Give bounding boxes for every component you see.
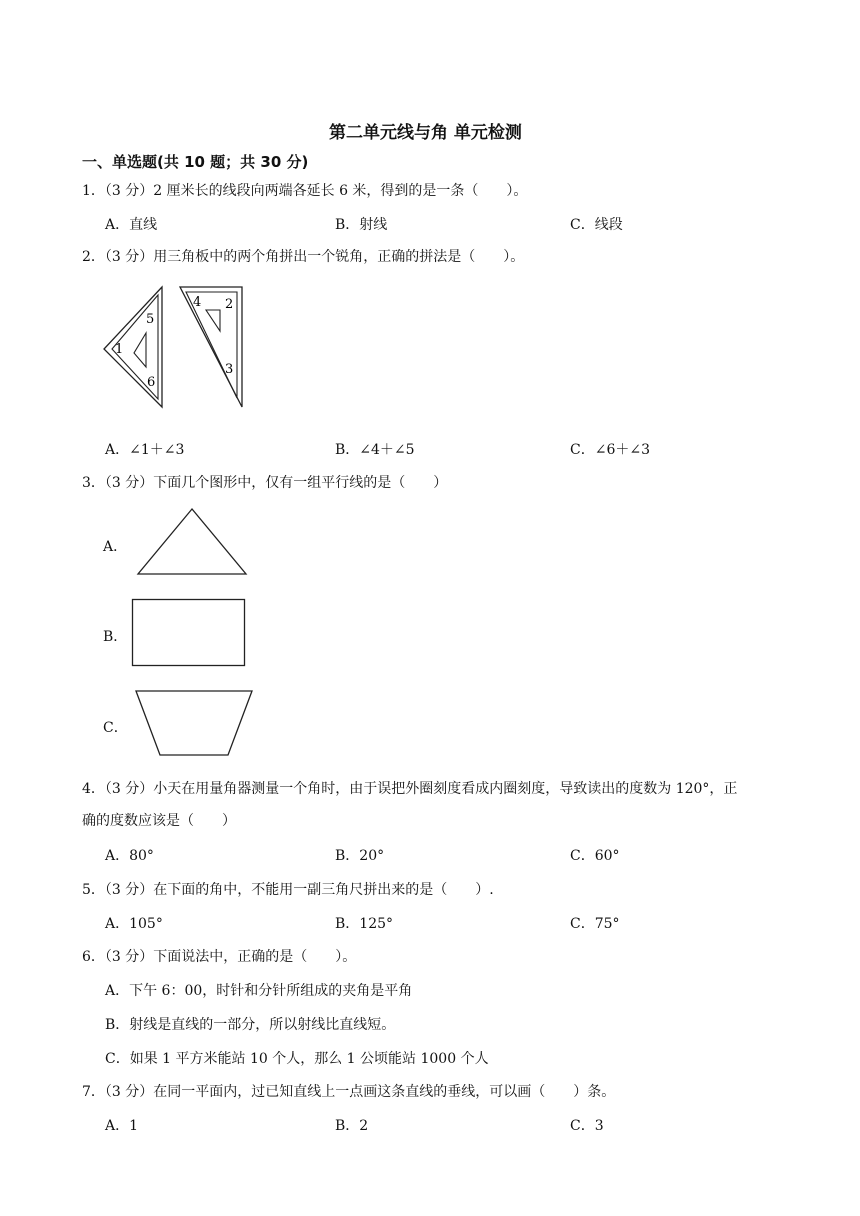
q7-option-a[interactable]: A．1 <box>105 1118 139 1134</box>
angle-label-6: 6 <box>147 375 156 390</box>
q6-option-c[interactable]: C．如果 1 平方米能站 10 个人，那么 1 公顷能站 1000 个人 <box>105 1051 489 1067</box>
q4-option-b[interactable]: B．20° <box>335 848 385 864</box>
set-square-figure <box>100 285 250 415</box>
angle-label-1: 1 <box>115 342 124 357</box>
right-set-square-hole <box>206 310 220 331</box>
question-2-stem: 2．（3 分）用三角板中的两个角拼出一个锐角，正确的拼法是（ ）。 <box>82 249 525 265</box>
q5-option-b[interactable]: B．125° <box>335 916 394 932</box>
q3-option-b[interactable]: B． <box>103 629 128 645</box>
q3-option-a[interactable]: A． <box>103 539 128 555</box>
q4-option-a[interactable]: A．80° <box>105 848 154 864</box>
section-heading: 一、单选题(共 10 题；共 30 分) <box>82 153 309 171</box>
q7-option-b[interactable]: B．2 <box>335 1118 369 1134</box>
q2-option-b[interactable]: B．∠4＋∠5 <box>335 442 415 458</box>
angle-label-4: 4 <box>193 295 202 310</box>
angle-label-3: 3 <box>225 362 234 377</box>
q2-option-a[interactable]: A．∠1＋∠3 <box>105 442 185 458</box>
q1-option-c[interactable]: C．线段 <box>570 217 623 233</box>
trapezoid-shape <box>134 689 254 757</box>
q6-option-b[interactable]: B．射线是直线的一部分，所以射线比直线短。 <box>105 1017 396 1033</box>
q6-option-a[interactable]: A．下午 6：00，时针和分针所组成的夹角是平角 <box>105 983 413 999</box>
question-3-stem: 3．（3 分）下面几个图形中，仅有一组平行线的是（ ） <box>82 475 448 491</box>
q4-option-c[interactable]: C．60° <box>570 848 620 864</box>
left-set-square-hole <box>134 333 146 367</box>
question-1-stem: 1．（3 分）2 厘米长的线段向两端各延长 6 米，得到的是一条（ ）。 <box>82 183 528 199</box>
question-4-stem-line1: 4．（3 分）小天在用量角器测量一个角时，由于误把外圈刻度看成内圈刻度，导致读出的度数为 120°，正 <box>82 781 738 797</box>
question-4-stem-line2: 确的度数应该是（ ） <box>82 813 236 829</box>
q7-option-c[interactable]: C．3 <box>570 1118 604 1134</box>
q5-option-c[interactable]: C．75° <box>570 916 620 932</box>
angle-label-2: 2 <box>225 297 234 312</box>
q3-option-c[interactable]: C． <box>103 720 128 736</box>
q1-option-a[interactable]: A．直线 <box>105 217 158 233</box>
page-title: 第二单元线与角 单元检测 <box>329 123 522 143</box>
angle-label-5: 5 <box>146 312 155 327</box>
question-5-stem: 5．（3 分）在下面的角中，不能用一副三角尺拼出来的是（ ）. <box>82 882 494 898</box>
q2-option-c[interactable]: C．∠6＋∠3 <box>570 442 650 458</box>
question-7-stem: 7．（3 分）在同一平面内，过已知直线上一点画这条直线的垂线，可以画（ ）条。 <box>82 1084 616 1100</box>
question-6-stem: 6．（3 分）下面说法中，正确的是（ ）。 <box>82 949 357 965</box>
triangle-shape <box>136 507 248 577</box>
q1-option-b[interactable]: B．射线 <box>335 217 388 233</box>
q5-option-a[interactable]: A．105° <box>105 916 163 932</box>
rectangle-shape <box>131 598 247 668</box>
